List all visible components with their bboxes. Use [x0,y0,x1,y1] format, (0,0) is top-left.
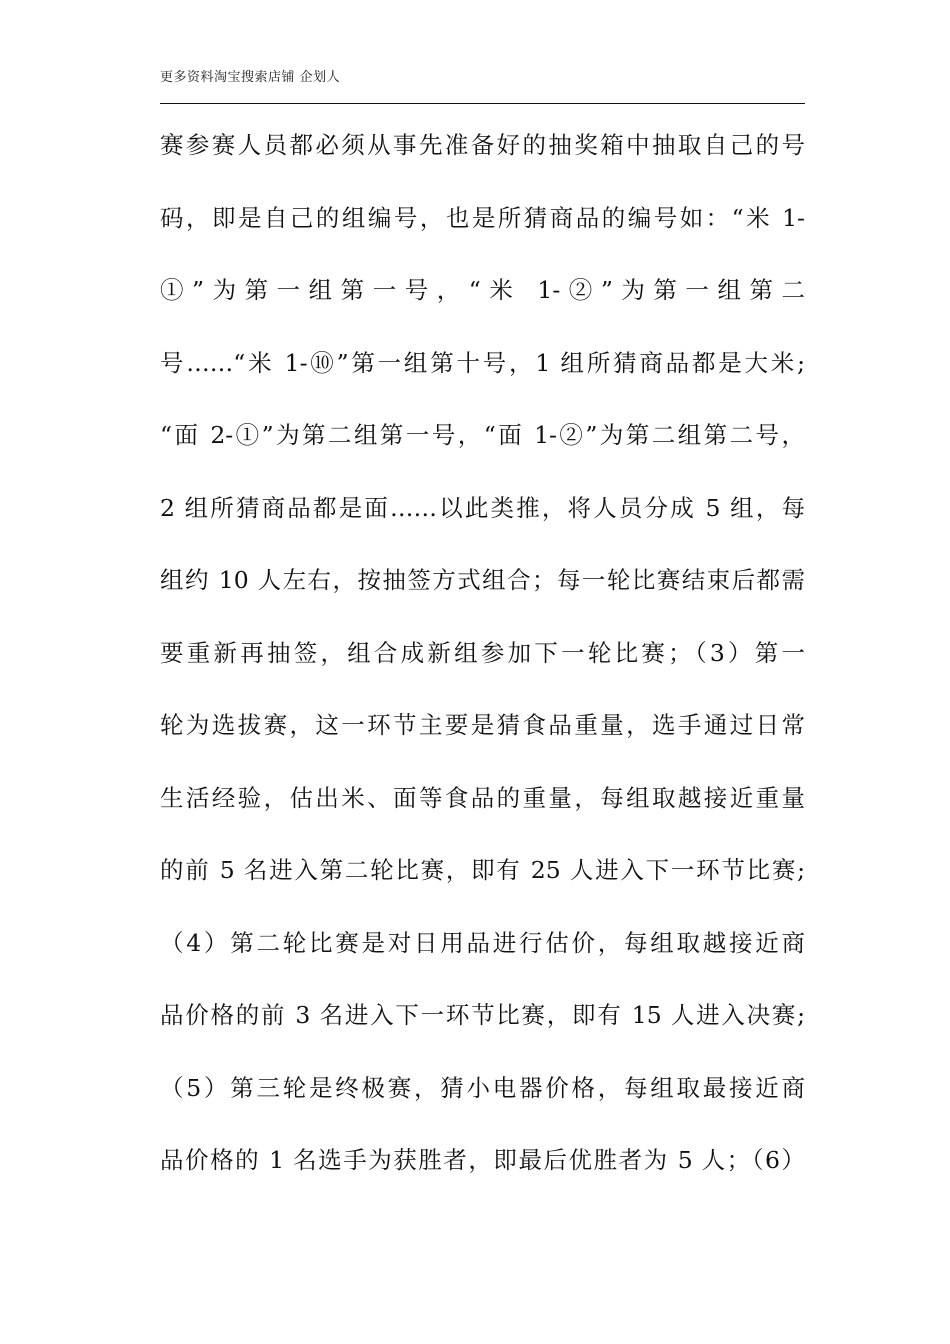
text-line: ①”为第一组第一号，“米 1-②”为第一组第二 [160,276,805,304]
text-line: （4）第二轮比赛是对日用品进行估价，每组取越接近商 [160,928,805,957]
page-header: 更多资料淘宝搜索店铺 企划人 [160,70,341,85]
text-line: “面 2-①”为第二组第一号，“面 1-②”为第二组第二号， [160,421,805,449]
text-line: 组约 10 人左右，按抽签方式组合；每一轮比赛结束后都需 [160,566,805,594]
text-line: 品价格的前 3 名进入下一环节比赛，即有 15 人进入决赛; [160,1001,805,1029]
text-line: （5）第三轮是终极赛，猜小电器价格，每组取最接近商 [160,1073,805,1102]
text-line: 码，即是自己的组编号，也是所猜商品的编号如：“米 1- [160,203,805,232]
text-line: 轮为选拔赛，这一环节主要是猜食品重量，选手通过日常 [160,711,805,739]
text-line: 号……“米 1-⑩”第一组第十号，1 组所猜商品都是大米; [160,348,805,377]
text-line: 赛参赛人员都必须从事先准备好的抽奖箱中抽取自己的号 [160,131,805,159]
text-line: 要重新再抽签，组合成新组参加下一轮比赛；（3）第一 [160,638,805,667]
text-line: 2 组所猜商品都是面……以此类推，将人员分成 5 组，每 [160,493,805,522]
text-line: 的前 5 名进入第二轮比赛，即有 25 人进入下一环节比赛; [160,856,805,884]
text-line: 品价格的 1 名选手为获胜者，即最后优胜者为 5 人；（6） [160,1146,805,1174]
text-line: 生活经验，估出米、面等食品的重量，每组取越接近重量 [160,783,805,812]
header-divider [160,103,805,104]
body-paragraph [160,122,820,1210]
